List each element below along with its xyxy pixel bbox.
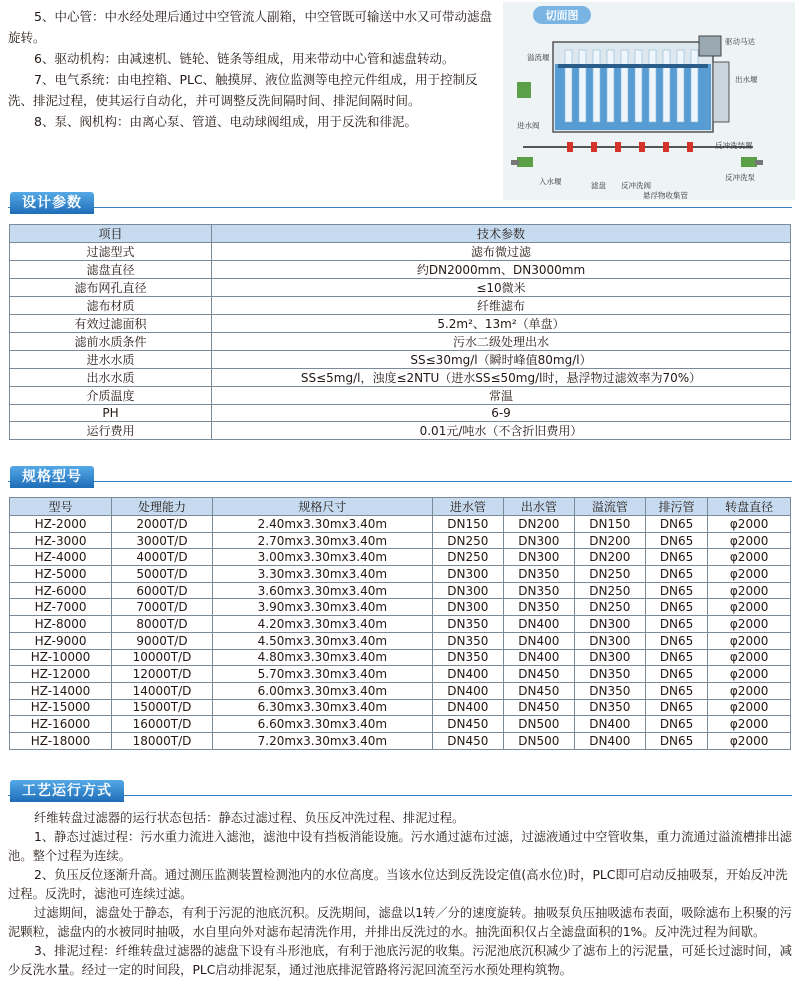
label-suspended-pipe: 悬浮物收集管 xyxy=(643,191,688,200)
table-row xyxy=(10,315,791,333)
table-cell: 4.50mx3.30mx3.40m xyxy=(212,632,432,649)
table-cell: DN350 xyxy=(432,632,503,649)
table-cell: DN250 xyxy=(432,532,503,549)
table-cell: HZ-2000 xyxy=(10,516,112,533)
table-cell: HZ-4000 xyxy=(10,549,112,566)
table-cell: φ2000 xyxy=(708,616,791,633)
table-cell: 4.80mx3.30mx3.40m xyxy=(212,649,432,666)
table-cell: DN300 xyxy=(503,532,574,549)
table-row xyxy=(10,566,791,583)
table-row xyxy=(10,243,791,261)
intro-text xyxy=(8,6,498,132)
section-divider xyxy=(8,481,792,482)
table-cell: φ2000 xyxy=(708,649,791,666)
intro-item-7: 7、电气系统：由电控箱、PLC、触摸屏、液位监测等电控元件组成，用于控制反洗、排泥过程，使其运行自动化，并可调整反洗间隔时间、排泥间隔时间。 xyxy=(8,72,478,108)
table-cell: 4000T/D xyxy=(112,549,213,566)
table-cell: SS≤5mg/l，浊度≤2NTU（进水SS≤50mg/l时，悬浮物过滤效率为70%） xyxy=(212,369,791,387)
table-cell: DN400 xyxy=(574,716,645,733)
table-cell: HZ-5000 xyxy=(10,566,112,583)
column-header: 出水管 xyxy=(503,498,574,516)
table-cell: DN65 xyxy=(645,699,707,716)
table-cell: DN300 xyxy=(574,632,645,649)
table-cell: 3.30mx3.30mx3.40m xyxy=(212,566,432,583)
table-cell: 3.00mx3.30mx3.40m xyxy=(212,549,432,566)
table-cell: φ2000 xyxy=(708,532,791,549)
table-cell: DN65 xyxy=(645,649,707,666)
table-cell: 滤布微过滤 xyxy=(212,243,791,261)
table-cell: 8000T/D xyxy=(112,616,213,633)
table-cell: φ2000 xyxy=(708,716,791,733)
table-row xyxy=(10,666,791,683)
process-intro: 纤维转盘过滤器的运行状态包括：静态过滤过程、负压反冲洗过程、排泥过程。 xyxy=(34,811,465,825)
table-cell: 0.01元/吨水（不含折旧费用） xyxy=(212,422,791,440)
table-cell: DN300 xyxy=(574,616,645,633)
table-cell: 介质温度 xyxy=(10,387,212,405)
column-header: 进水管 xyxy=(432,498,503,516)
table-cell: DN300 xyxy=(574,649,645,666)
table-row xyxy=(10,716,791,733)
table-cell: 滤布材质 xyxy=(10,297,212,315)
table-cell: DN450 xyxy=(503,699,574,716)
table-cell: DN250 xyxy=(432,549,503,566)
table-row xyxy=(10,549,791,566)
table-row xyxy=(10,297,791,315)
table-cell: DN150 xyxy=(432,516,503,533)
section-divider xyxy=(8,207,792,208)
table-cell: 滤布网孔直径 xyxy=(10,279,212,297)
table-cell: SS≤30mg/l（瞬时峰值80mg/l） xyxy=(212,351,791,369)
table-cell: DN65 xyxy=(645,549,707,566)
table-cell: DN350 xyxy=(574,699,645,716)
table-cell: 3.90mx3.30mx3.40m xyxy=(212,599,432,616)
label-inlet-weir: 入水堰 xyxy=(539,177,562,186)
table-cell: DN350 xyxy=(503,599,574,616)
design-parameters-table xyxy=(9,224,791,440)
table-cell: DN300 xyxy=(432,566,503,583)
table-cell: DN350 xyxy=(574,666,645,683)
table-row xyxy=(10,682,791,699)
table-cell: 污水二级处理出水 xyxy=(212,333,791,351)
column-header: 项目 xyxy=(10,225,212,243)
cross-section-diagram xyxy=(503,2,795,200)
table-row xyxy=(10,649,791,666)
table-cell: φ2000 xyxy=(708,599,791,616)
table-cell: ≤10微米 xyxy=(212,279,791,297)
table-cell: HZ-3000 xyxy=(10,532,112,549)
table-cell: 16000T/D xyxy=(112,716,213,733)
table-cell: 6000T/D xyxy=(112,582,213,599)
column-header: 溢流管 xyxy=(574,498,645,516)
diagram-title-badge xyxy=(533,6,591,24)
table-row xyxy=(10,632,791,649)
table-row xyxy=(10,279,791,297)
diagram-title: 切面图 xyxy=(545,9,579,22)
table-row xyxy=(10,516,791,533)
table-cell: HZ-15000 xyxy=(10,699,112,716)
section-header-spec xyxy=(0,466,800,488)
section-title-process: 工艺运行方式 xyxy=(10,780,124,802)
table-cell: DN300 xyxy=(432,599,503,616)
label-backwash-device: 反冲洗装置 xyxy=(715,141,753,150)
label-drive-motor: 驱动马达 xyxy=(725,37,755,46)
label-backwash-pump: 反冲洗泵 xyxy=(725,173,755,182)
table-cell: 5.2m²、13m²（单盘） xyxy=(212,315,791,333)
tank-water xyxy=(555,64,711,130)
table-cell: φ2000 xyxy=(708,566,791,583)
table-cell: DN400 xyxy=(432,699,503,716)
table-cell: 9000T/D xyxy=(112,632,213,649)
table-cell: DN350 xyxy=(503,566,574,583)
label-sludge-pan: 滤盘 xyxy=(591,181,606,190)
drive-box xyxy=(699,36,721,56)
table-cell: DN350 xyxy=(574,682,645,699)
table-cell: DN450 xyxy=(432,732,503,749)
table-row xyxy=(10,369,791,387)
table-cell: 5000T/D xyxy=(112,566,213,583)
table-cell: DN65 xyxy=(645,632,707,649)
process-step-2: 2、负压反位逐渐升高。通过测压监测装置检测池内的水位高度。当该水位达到反洗设定值(高水位)时，PLC即可启动反抽吸泵，开始反冲洗过程。反洗时，滤池可连续过滤。 xyxy=(8,868,788,901)
table-cell: 运行费用 xyxy=(10,422,212,440)
table-cell: DN400 xyxy=(574,732,645,749)
table-cell: DN65 xyxy=(645,582,707,599)
table-cell: DN400 xyxy=(503,632,574,649)
table-cell: 4.20mx3.30mx3.40m xyxy=(212,616,432,633)
table-cell: φ2000 xyxy=(708,699,791,716)
table-cell: 7.20mx3.30mx3.40m xyxy=(212,732,432,749)
table-cell: DN300 xyxy=(503,549,574,566)
table-cell: DN200 xyxy=(574,532,645,549)
table-row xyxy=(10,732,791,749)
table-cell: HZ-12000 xyxy=(10,666,112,683)
table-cell: DN200 xyxy=(574,549,645,566)
table-cell: DN65 xyxy=(645,682,707,699)
table-cell: φ2000 xyxy=(708,516,791,533)
table-cell: 滤前水质条件 xyxy=(10,333,212,351)
process-step-1: 1、静态过滤过程：污水重力流进入滤池，滤池中设有挡板消能设施。污水通过滤布过滤，过滤液通过中空管收集，重力流通过溢流槽排出滤池。整个过程为连续。 xyxy=(8,830,792,863)
table-row xyxy=(10,582,791,599)
table-row xyxy=(10,599,791,616)
table-cell: DN450 xyxy=(503,666,574,683)
column-header: 转盘直径 xyxy=(708,498,791,516)
table-cell: 2.70mx3.30mx3.40m xyxy=(212,532,432,549)
table-cell: 6.60mx3.30mx3.40m xyxy=(212,716,432,733)
table-cell: 3.60mx3.30mx3.40m xyxy=(212,582,432,599)
table-row xyxy=(10,351,791,369)
table-cell: HZ-10000 xyxy=(10,649,112,666)
table-cell: HZ-18000 xyxy=(10,732,112,749)
table-cell: DN450 xyxy=(503,682,574,699)
table-cell: DN65 xyxy=(645,566,707,583)
table-row xyxy=(10,532,791,549)
table-cell: φ2000 xyxy=(708,732,791,749)
table-cell: 10000T/D xyxy=(112,649,213,666)
center-tube xyxy=(558,64,708,68)
table-cell: DN400 xyxy=(432,682,503,699)
table-cell: DN400 xyxy=(432,666,503,683)
inlet-motor xyxy=(517,82,531,98)
table-cell: 6.00mx3.30mx3.40m xyxy=(212,682,432,699)
table-header-row xyxy=(10,225,791,243)
table-cell: 12000T/D xyxy=(112,666,213,683)
table-cell: 2.40mx3.30mx3.40m xyxy=(212,516,432,533)
table-cell: 5.70mx3.30mx3.40m xyxy=(212,666,432,683)
intro-item-5: 5、中心管：中水经处理后通过中空管流人副箱，中空管既可输送中水又可带动滤盘旋转。 xyxy=(8,9,492,45)
table-cell: HZ-8000 xyxy=(10,616,112,633)
table-cell: HZ-14000 xyxy=(10,682,112,699)
table-cell: φ2000 xyxy=(708,582,791,599)
table-cell: 7000T/D xyxy=(112,599,213,616)
table-cell: DN65 xyxy=(645,732,707,749)
table-cell: DN500 xyxy=(503,716,574,733)
intro-item-6: 6、驱动机构：由减速机、链轮、链条等组成，用来带动中心管和滤盘转动。 xyxy=(34,51,455,66)
column-header: 技术参数 xyxy=(212,225,791,243)
table-cell: HZ-7000 xyxy=(10,599,112,616)
column-header: 处理能力 xyxy=(112,498,213,516)
table-cell: 滤盘直径 xyxy=(10,261,212,279)
table-cell: 有效过滤面积 xyxy=(10,315,212,333)
table-row xyxy=(10,422,791,440)
table-cell: DN65 xyxy=(645,716,707,733)
table-cell: HZ-16000 xyxy=(10,716,112,733)
specification-table xyxy=(9,497,791,750)
table-row xyxy=(10,405,791,422)
label-backwash-valve: 反冲洗阀 xyxy=(621,181,651,190)
column-header: 排污管 xyxy=(645,498,707,516)
process-text xyxy=(8,809,792,980)
table-cell: φ2000 xyxy=(708,666,791,683)
table-cell: 过滤型式 xyxy=(10,243,212,261)
table-cell: DN250 xyxy=(574,566,645,583)
table-cell: 进水水质 xyxy=(10,351,212,369)
table-cell: PH xyxy=(10,405,212,422)
table-row xyxy=(10,387,791,405)
table-cell: DN65 xyxy=(645,666,707,683)
section-title-spec: 规格型号 xyxy=(10,466,94,488)
table-cell: DN65 xyxy=(645,532,707,549)
table-cell: DN450 xyxy=(432,716,503,733)
table-cell: 6.30mx3.30mx3.40m xyxy=(212,699,432,716)
table-cell: 6-9 xyxy=(212,405,791,422)
table-cell: φ2000 xyxy=(708,632,791,649)
table-cell: φ2000 xyxy=(708,682,791,699)
label-inlet-valve: 进水阀 xyxy=(517,121,540,130)
table-row xyxy=(10,261,791,279)
table-cell: DN150 xyxy=(574,516,645,533)
table-row xyxy=(10,699,791,716)
table-cell: DN350 xyxy=(432,649,503,666)
table-cell: DN65 xyxy=(645,516,707,533)
label-outlet-weir: 出水堰 xyxy=(735,75,758,84)
label-overflow-weir: 溢流堰 xyxy=(527,53,550,62)
table-cell: 2000T/D xyxy=(112,516,213,533)
section-divider xyxy=(8,795,792,796)
process-step-2-detail: 过滤期间，滤盘处于静态，有利于污泥的池底沉积。反洗期间，滤盘以1转／分的速度旋转。抽吸泵负压抽吸滤布表面，吸除滤布上积聚的污泥颗粒，滤盘内的水被同时抽吸，水自里向外对滤布起清洗作用，并排出反洗过的水。抽洗面积仅占全滤盘面积的1%。反冲洗过程为间歇。 xyxy=(8,906,792,939)
table-cell: DN350 xyxy=(432,616,503,633)
table-cell: DN250 xyxy=(574,582,645,599)
section-header-design xyxy=(0,192,800,214)
process-step-3: 3、排泥过程：纤维转盘过滤器的滤盘下设有斗形池底，有利于池底污泥的收集。污泥池底沉积减少了滤布上的污泥量，可延长过滤时间，减少反洗水量。经过一定的时间段，PLC启动排泥泵，通过池底排泥管路将污泥回流至污水预处理构筑物。 xyxy=(8,944,792,977)
table-cell: 3000T/D xyxy=(112,532,213,549)
table-cell: φ2000 xyxy=(708,549,791,566)
table-cell: 14000T/D xyxy=(112,682,213,699)
table-cell: DN250 xyxy=(574,599,645,616)
table-cell: DN65 xyxy=(645,616,707,633)
table-cell: DN400 xyxy=(503,649,574,666)
table-cell: DN350 xyxy=(503,582,574,599)
table-cell: 18000T/D xyxy=(112,732,213,749)
column-header: 型号 xyxy=(10,498,112,516)
section-header-process xyxy=(0,780,800,802)
table-cell: DN300 xyxy=(432,582,503,599)
table-cell: 常温 xyxy=(212,387,791,405)
table-cell: DN500 xyxy=(503,732,574,749)
table-cell: 纤维滤布 xyxy=(212,297,791,315)
table-row xyxy=(10,616,791,633)
table-cell: DN200 xyxy=(503,516,574,533)
table-cell: 15000T/D xyxy=(112,699,213,716)
table-cell: DN400 xyxy=(503,616,574,633)
section-title-design: 设计参数 xyxy=(10,192,94,214)
table-cell: 出水水质 xyxy=(10,369,212,387)
table-cell: HZ-6000 xyxy=(10,582,112,599)
table-cell: DN65 xyxy=(645,599,707,616)
table-header-row xyxy=(10,498,791,516)
outlet-box xyxy=(713,62,729,122)
intro-item-8: 8、泵、阀机构：由离心泵、管道、电动球阀组成，用于反洗和徘泥。 xyxy=(34,114,417,129)
column-header: 规格尺寸 xyxy=(212,498,432,516)
table-cell: HZ-9000 xyxy=(10,632,112,649)
table-cell: 约DN2000mm、DN3000mm xyxy=(212,261,791,279)
table-row xyxy=(10,333,791,351)
